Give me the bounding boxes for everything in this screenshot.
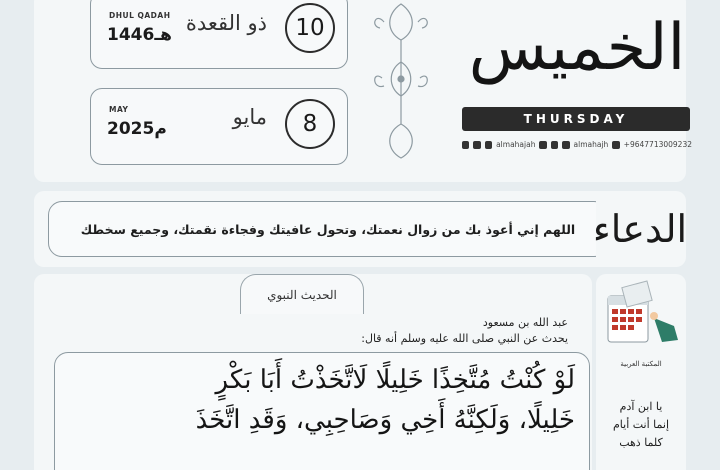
social-handle-1[interactable]: almahajah: [496, 140, 536, 149]
gregorian-day: 8: [285, 99, 335, 149]
side-line-1: يا ابن آدم: [619, 400, 663, 413]
x-icon[interactable]: [539, 141, 546, 149]
gregorian-month-en: MAY: [109, 105, 129, 114]
side-line-2: إنما أنت أيام: [612, 418, 670, 431]
hadith-panel: [34, 274, 592, 470]
tiktok-icon[interactable]: [551, 141, 558, 149]
weekday-ar: الخميس: [468, 11, 686, 85]
weekday-en: THURSDAY: [462, 107, 690, 131]
gregorian-month-ar: مايو: [232, 105, 267, 129]
hijri-month-ar: ذو القعدة: [185, 11, 267, 35]
hadith-title: الحديث النبوي: [240, 274, 364, 314]
hijri-day: 10: [285, 3, 335, 53]
narrator-name: عبد الله بن مسعود: [482, 316, 568, 329]
side-line-3: كلما ذهب: [619, 436, 663, 449]
hadith-text-line-1: لَوْ كُنْتُ مُتَّخِذًا خَلِيلًا لَاتَّخَذْتُ أَبَا بَكْرٍ: [215, 365, 575, 395]
gregorian-date-box: [90, 88, 348, 165]
instagram-icon[interactable]: [562, 141, 569, 149]
telegram-icon[interactable]: [473, 141, 480, 149]
social-links: [462, 140, 692, 149]
hadith-text-line-2: خَلِيلًا، وَلَكِنَّهُ أَخِي وَصَاحِبِي، وَقَدِ اتَّخَذَ: [195, 405, 575, 435]
hadith-text-box: [54, 352, 590, 470]
duaa-title: الدعاء: [596, 195, 684, 263]
narrator-intro: يحدث عن النبي صلى الله عليه وسلم أنه قال:: [361, 332, 568, 345]
hijri-year: 1446هـ: [107, 25, 172, 45]
hijri-month-en: DHUL QADAH: [109, 11, 171, 20]
hijri-date-box: [90, 0, 348, 69]
phone-number[interactable]: +9647713009232: [623, 140, 692, 149]
social-handle-2[interactable]: almahajh: [573, 140, 609, 149]
duaa-text: اللهم إني أعوذ بك من زوال نعمتك، وتحول عافيتك وفجاءة نقمتك، وجميع سخطك: [48, 201, 608, 257]
youtube-icon[interactable]: [485, 141, 492, 149]
date-header-panel: [34, 0, 692, 182]
side-panel: [596, 274, 686, 470]
duaa-panel: [34, 191, 686, 267]
side-caption: المكتبة العربية: [620, 360, 662, 368]
whatsapp-icon[interactable]: [612, 141, 619, 149]
calendar-illustration-icon: [602, 278, 682, 348]
ornament-divider-icon: [366, 0, 436, 172]
gregorian-year: 2025م: [107, 119, 167, 139]
facebook-icon[interactable]: [462, 141, 469, 149]
